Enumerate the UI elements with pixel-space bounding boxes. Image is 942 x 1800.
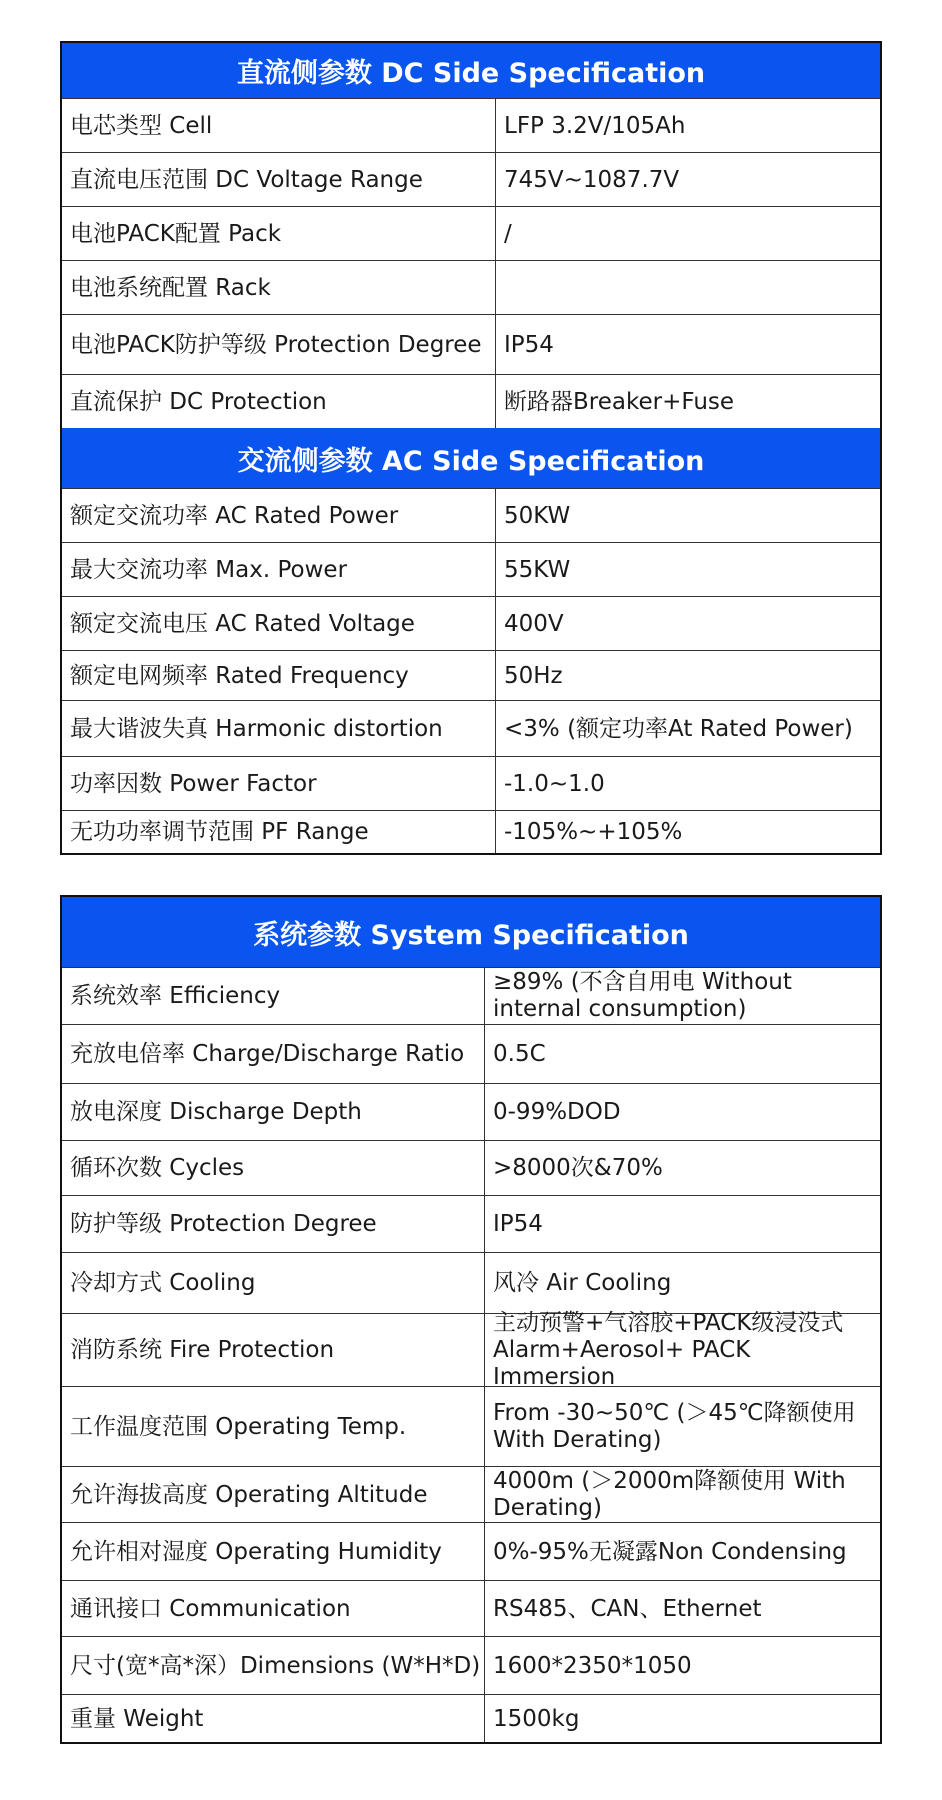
spec-label: 允许相对湿度 Operating Humidity <box>62 1523 485 1580</box>
spec-label: 允许海拔高度 Operating Altitude <box>62 1467 485 1522</box>
table-row <box>62 488 880 542</box>
spec-value: 50KW <box>504 502 571 529</box>
system-section-header: 系统参数 System Specification <box>62 897 880 967</box>
spec-label: 直流保护 DC Protection <box>62 375 496 428</box>
spec-value: IP54 <box>504 331 554 358</box>
spec-value: >8000次&70% <box>493 1155 663 1181</box>
spec-label: 无功功率调节范围 PF Range <box>62 811 496 853</box>
table-row <box>62 1309 880 1390</box>
table-row <box>62 1580 880 1636</box>
table-row <box>62 650 880 700</box>
table-row <box>62 1636 880 1694</box>
spec-label: 电芯类型 Cell <box>62 99 496 152</box>
table-row <box>62 206 880 260</box>
spec-value: <3% (额定功率At Rated Power) <box>504 715 853 742</box>
table-row <box>62 1252 880 1313</box>
spec-label: 防护等级 Protection Degree <box>62 1196 485 1252</box>
spec-label: 电池系统配置 Rack <box>62 261 496 314</box>
spec-value: From -30~50℃ (＞45℃降额使用 With Derating) <box>493 1399 856 1453</box>
dc-section-header: 直流侧参数 DC Side Specification <box>62 43 880 98</box>
spec-label: 最大谐波失真 Harmonic distortion <box>62 701 496 756</box>
table-row <box>62 98 880 152</box>
spec-value: LFP 3.2V/105Ah <box>504 112 686 139</box>
table-row <box>62 1386 880 1466</box>
table-row <box>62 810 880 853</box>
system-spec-table <box>60 895 882 1744</box>
spec-label: 电池PACK配置 Pack <box>62 207 496 260</box>
spec-value: ≥89% (不含自用电 Without internal consumption) <box>493 969 792 1022</box>
table-row <box>62 1694 880 1742</box>
spec-label: 额定电网频率 Rated Frequency <box>62 651 496 700</box>
spec-label: 冷却方式 Cooling <box>62 1253 485 1313</box>
table-row <box>62 967 880 1024</box>
spec-label: 消防系统 Fire Protection <box>62 1314 485 1386</box>
table-row <box>62 1522 880 1580</box>
spec-value: / <box>504 220 512 247</box>
spec-value: 4000m (＞2000m降额使用 With Derating) <box>493 1467 846 1521</box>
spec-value: RS485、CAN、Ethernet <box>493 1595 762 1622</box>
spec-value: 50Hz <box>504 662 563 689</box>
table-row <box>62 1466 880 1522</box>
table-row <box>62 152 880 206</box>
spec-value: 400V <box>504 610 564 637</box>
spec-value: 1500kg <box>493 1705 580 1732</box>
spec-value: 0%-95%无凝露Non Condensing <box>493 1538 847 1565</box>
spec-label: 额定交流功率 AC Rated Power <box>62 489 496 542</box>
spec-value <box>496 261 880 314</box>
spec-value: 55KW <box>504 556 571 583</box>
table-row <box>62 374 880 428</box>
spec-label: 系统效率 Efficiency <box>62 968 485 1024</box>
table-row <box>62 700 880 756</box>
spec-value: 主动预警+气溶胶+PACK级浸没式 Alarm+Aerosol+ PACK Immersion <box>493 1309 844 1390</box>
spec-label: 工作温度范围 Operating Temp. <box>62 1387 485 1466</box>
spec-value: 1600*2350*1050 <box>493 1652 692 1679</box>
spec-value: -1.0~1.0 <box>504 770 605 797</box>
spec-value: 0.5C <box>493 1041 546 1067</box>
spec-value: 0-99%DOD <box>493 1099 621 1125</box>
spec-value: 745V~1087.7V <box>504 166 680 193</box>
table-row <box>62 1024 880 1083</box>
spec-label: 直流电压范围 DC Voltage Range <box>62 153 496 206</box>
dc-ac-spec-table <box>60 41 882 855</box>
spec-value: 风冷 Air Cooling <box>493 1270 672 1296</box>
spec-label: 最大交流功率 Max. Power <box>62 543 496 596</box>
spec-value: 断路器Breaker+Fuse <box>504 388 735 415</box>
spec-label: 电池PACK防护等级 Protection Degree <box>62 315 496 374</box>
spec-label: 通讯接口 Communication <box>62 1581 485 1636</box>
ac-section-header: 交流侧参数 AC Side Specification <box>62 428 880 488</box>
spec-value: -105%~+105% <box>504 819 683 845</box>
spec-label: 放电深度 Discharge Depth <box>62 1084 485 1140</box>
table-row <box>62 1140 880 1195</box>
table-row <box>62 542 880 596</box>
table-row <box>62 596 880 650</box>
table-row <box>62 260 880 314</box>
spec-label: 尺寸(宽*高*深）Dimensions (W*H*D) <box>62 1637 485 1694</box>
table-row <box>62 756 880 810</box>
spec-label: 功率因数 Power Factor <box>62 757 496 810</box>
table-row <box>62 314 880 374</box>
spec-label: 循环次数 Cycles <box>62 1141 485 1195</box>
table-row <box>62 1083 880 1140</box>
spec-value: IP54 <box>493 1211 543 1237</box>
spec-label: 充放电倍率 Charge/Discharge Ratio <box>62 1025 485 1083</box>
spec-label: 额定交流电压 AC Rated Voltage <box>62 597 496 650</box>
spec-label: 重量 Weight <box>62 1695 485 1742</box>
table-row <box>62 1195 880 1252</box>
